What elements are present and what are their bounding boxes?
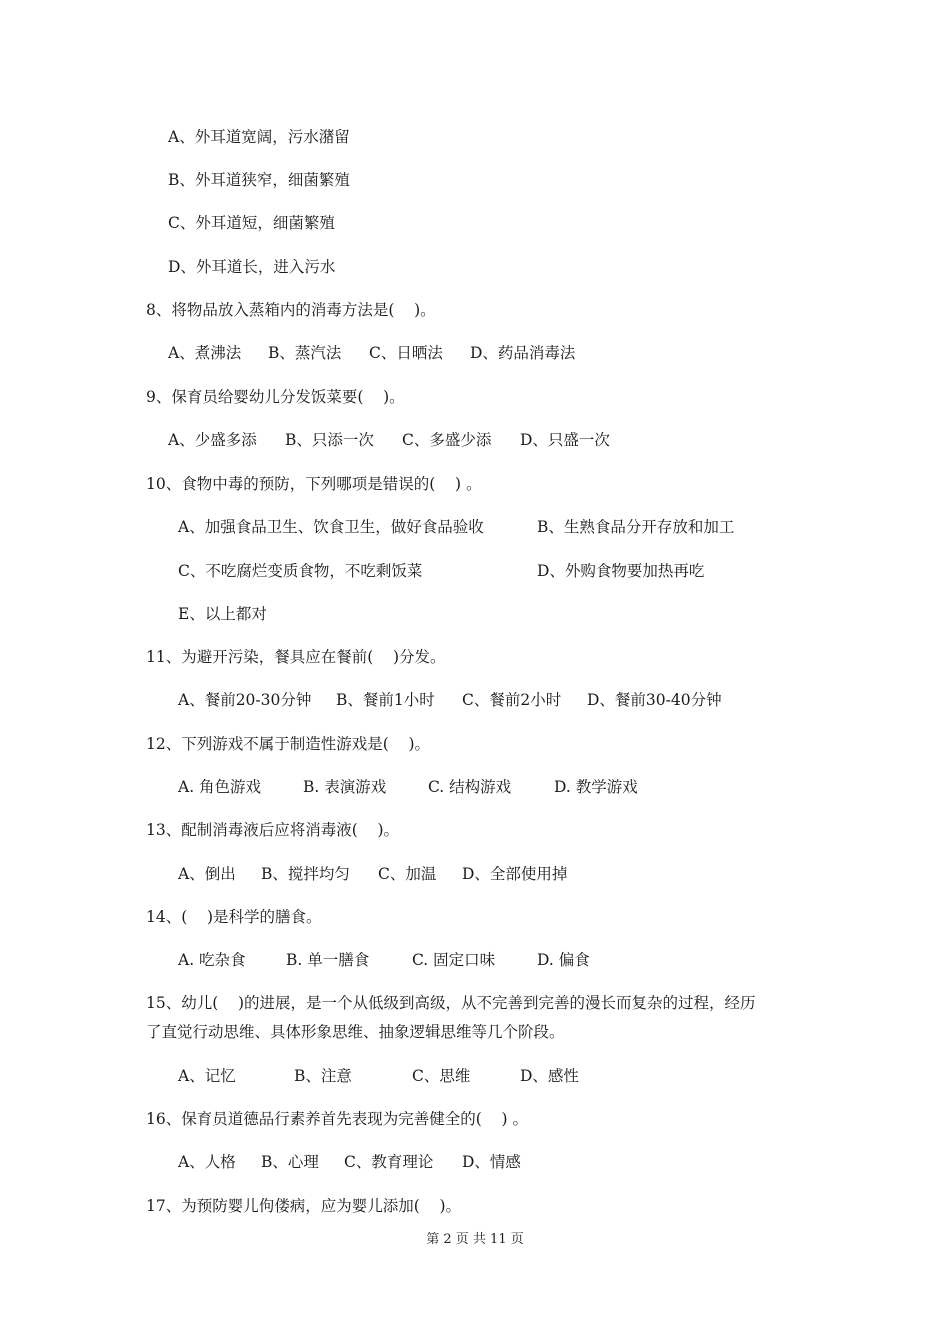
q10-option-a: A、加强食品卫生、饮食卫生，做好食品验收 bbox=[178, 518, 484, 536]
q13-option-d: D、全部使用掉 bbox=[462, 865, 568, 883]
q10-option-d: D、外购食物要加热再吃 bbox=[537, 562, 705, 580]
q14-question: 14、( )是科学的膳食。 bbox=[146, 908, 322, 926]
q12-question: 12、下列游戏不属于制造性游戏是( )。 bbox=[146, 735, 431, 753]
q16-option-b: B、心理 bbox=[261, 1153, 319, 1171]
q7-option-b: B、外耳道狭窄，细菌繁殖 bbox=[168, 171, 350, 189]
q13-option-b: B、搅拌均匀 bbox=[261, 865, 350, 883]
q11-option-a: A、餐前20-30分钟 bbox=[178, 691, 312, 709]
q16-option-a: A、人格 bbox=[178, 1153, 236, 1171]
q10-option-b: B、生熟食品分开存放和加工 bbox=[537, 518, 735, 536]
q16-option-c: C、教育理论 bbox=[344, 1153, 434, 1171]
q12-option-c: C. 结构游戏 bbox=[428, 778, 512, 796]
q7-option-d: D、外耳道长，进入污水 bbox=[168, 258, 336, 276]
q8-option-c: C、日晒法 bbox=[369, 344, 443, 362]
q16-question: 16、保育员道德品行素养首先表现为完善健全的( ) 。 bbox=[146, 1110, 528, 1128]
q15-option-c: C、思维 bbox=[412, 1067, 471, 1085]
q9-option-b: B、只添一次 bbox=[285, 431, 374, 449]
q9-option-c: C、多盛少添 bbox=[402, 431, 492, 449]
q7-option-a: A、外耳道宽阔，污水潴留 bbox=[168, 128, 350, 146]
q10-option-e: E、以上都对 bbox=[178, 605, 267, 623]
q17-question: 17、为预防婴儿佝偻病，应为婴儿添加( )。 bbox=[146, 1197, 462, 1215]
q15-option-d: D、感性 bbox=[520, 1067, 579, 1085]
page-number-footer: 第 2 页 共 11 页 bbox=[426, 1232, 524, 1247]
q14-option-d: D. 偏食 bbox=[537, 951, 590, 969]
q12-option-d: D. 教学游戏 bbox=[554, 778, 638, 796]
q13-option-a: A、倒出 bbox=[178, 865, 236, 883]
q10-question: 10、食物中毒的预防，下列哪项是错误的( ) 。 bbox=[146, 475, 482, 493]
q9-question: 9、保育员给婴幼儿分发饭菜要( )。 bbox=[146, 388, 405, 406]
q16-option-d: D、情感 bbox=[462, 1153, 521, 1171]
q14-option-a: A. 吃杂食 bbox=[178, 951, 246, 969]
q8-option-d: D、药品消毒法 bbox=[470, 344, 576, 362]
q9-option-d: D、只盛一次 bbox=[520, 431, 610, 449]
q15-question-line1: 15、幼儿( )的进展，是一个从低级到高级，从不完善到完善的漫长而复杂的过程，经历 bbox=[146, 994, 756, 1012]
q8-question: 8、将物品放入蒸箱内的消毒方法是( )。 bbox=[146, 301, 436, 319]
q12-option-a: A. 角色游戏 bbox=[178, 778, 262, 796]
q8-option-b: B、蒸汽法 bbox=[268, 344, 342, 362]
q10-option-c: C、不吃腐烂变质食物，不吃剩饭菜 bbox=[178, 562, 423, 580]
q15-option-b: B、注意 bbox=[294, 1067, 352, 1085]
q7-option-c: C、外耳道短，细菌繁殖 bbox=[168, 214, 335, 232]
q14-option-b: B. 单一膳食 bbox=[286, 951, 370, 969]
q8-option-a: A、煮沸法 bbox=[168, 344, 242, 362]
q13-option-c: C、加温 bbox=[378, 865, 437, 883]
q11-option-c: C、餐前2小时 bbox=[462, 691, 562, 709]
q9-option-a: A、少盛多添 bbox=[168, 431, 257, 449]
q15-question-line2: 了直觉行动思维、具体形象思维、抽象逻辑思维等几个阶段。 bbox=[146, 1023, 565, 1041]
q15-option-a: A、记忆 bbox=[178, 1067, 236, 1085]
q11-option-b: B、餐前1小时 bbox=[336, 691, 435, 709]
q14-option-c: C. 固定口味 bbox=[412, 951, 496, 969]
q13-question: 13、配制消毒液后应将消毒液( )。 bbox=[146, 821, 400, 839]
q12-option-b: B. 表演游戏 bbox=[303, 778, 387, 796]
q11-question: 11、为避开污染，餐具应在餐前( )分发。 bbox=[146, 648, 446, 666]
q11-option-d: D、餐前30-40分钟 bbox=[587, 691, 722, 709]
